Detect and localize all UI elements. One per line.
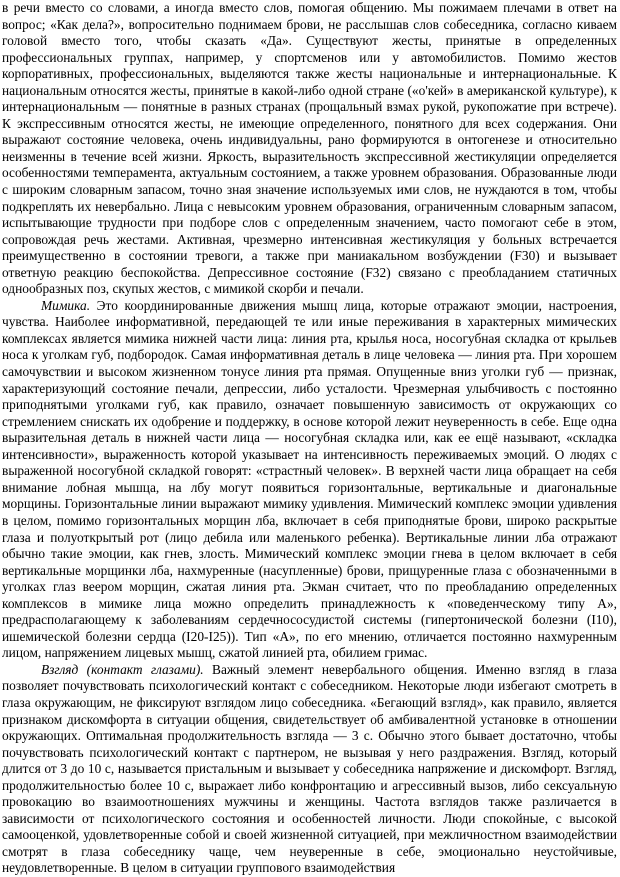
document-page [2,0,617,877]
paragraph-text: Важный элемент невербального общения. Именно взгляд в глаза позволяет почувствовать психологический контакт с собеседником. Некоторые люди избегают смотреть в глаза окружающим, не фиксируют взглядом лицо собеседника. «Бегающий взгляд», как правило, является признаком дискомфорта в ситуации общения, свидетельствует об амбивалентной установке в отношении окружающих. Оптимальная продолжительность взгляда — 3 с. Обычно этого бывает достаточно, чтобы почувствовать психологический контакт с партнером, не вызывая у него раздражения. Взгляд, который длится от 3 до 10 с, называется пристальным и вызывает у собеседника напряжение и дискомфорт. Взгляд, продолжительностью более 10 с, выражает либо конфронтацию и агрессивный вызов, либо сексуальную провокацию во взаимоотношениях мужчины и женщины. Частота взглядов также различается в зависимости от психологического состояния и особенностей личности. Люди спокойные, с высокой самооценкой, удовлетворенные собой и своей жизненной ситуацией, при межличностном взаимодействии смотрят в глаза собеседнику чаще, чем неуверенные в себе, эмоционально неустойчивые, неудовлетворенные. В целом в ситуации группового взаимодействия [2,661,617,876]
paragraph-text: Это координированные движения мышц лица, которые отражают эмоции, настроения, чувства. Наиболее информативной, передающей те или иные переживания в характерных мимических комплексах является мимика нижней части лица: линия рта, крылья носа, носогубная складка от крыльев носа к уголкам губ, подбородок. Самая информативная деталь в лице человека — линия рта. При хорошем самочувствии и высоком жизненном тонусе линия рта прямая. Опущенные вниз уголки губ — признак, характеризующий состояние печали, депрессии, либо усталости. Чрезмерная улыбчивость с постоянно приподнятыми уголками губ, как правило, означает повышенную зависимость от окружающих со стремлением снискать их одобрение и поддержку, в основе которой лежит неуверенность в себе. Еще одна выразительная деталь в нижней части лица — носогубная складка или, как ее ещё называют, «складка интенсивности», выраженность которой указывает на интенсивность переживаемых эмоций. О людях с выраженной носогубной складкой говорят: «страстный человек». В верхней части лица обращает на себя внимание лобная мышца, на лбу могут появиться горизонтальные, вертикальные и диагональные морщины. Горизонтальные линии выражают мимику удивления. Мимический комплекс эмоции удивления в целом, помимо горизонтальных морщин лба, включает в себя приподнятые брови, широко раскрытые глаза и полуоткрытый рот (лицо дебила или маленького ребенка). Вертикальные линии лба отражают обычно такие эмоции, как гнев, злость. Мимический комплекс эмоции гнева в целом включает в себя вертикальные морщинки лба, нахмуренные (насупленные) брови, прищуренные глаза с обозначенными в уголках глаз веером морщин, сжатая линия рта. Экман считает, что по преобладанию определенных комплексов в мимике лица можно определить принадлежность к «поведенческому типу А», предрасполагающему к заболеваниям сердечнососудистой системы (гипертонической болезни (I10), ишемической болезни сердца (I20-I25)). Тип «А», по его мнению, отличается постоянно нахмуренным лицом, напряжением лицевых мышц, сжатой линией рта, обилием гримас. [2,297,617,661]
paragraph-gaze [2,662,617,877]
paragraph-text: в речи вместо со словами, а иногда вместо слов, помогая общению. Мы пожимаем плечами в ответ на вопрос; «Как дела?», вопросительно поднимаем брови, не расслышав слов собеседника, согласно киваем головой вместо того, чтобы сказать «Да». Существуют жесты, принятые в определенных профессиональных группах, например, у спортсменов или у автомобилистов. Помимо жестов корпоративных, профессиональных, выделяются также жесты национальные и интернациональные. К национальным относятся жесты, принятые в какой-либо одной стране («о'кей» в американской культуре), к интернациональным — понятные в разных странах (прощальный взмах рукой, рукопожатие при встрече). К экспрессивным относятся жесты, не имеющие определенного, понятного для всех содержания. Они выражают состояние человека, очень индивидуальны, рано формируются в онтогенезе и относительно неизменны в течение всей жизни. Яркость, выразительность экспрессивной жестикуляции определяется особенностями темперамента, актуальным состоянием, а также уровнем образования. Образованные люди с широким словарным запасом, точно зная значение используемых ими слов, не нуждаются в том, чтобы подкреплять их невербально. Лица с невысоким уровнем образования, ограниченным словарным запасом, испытывающие трудности при подборе слов с определенным значением, часто помогают себе в этом, сопровождая речь жестами. Активная, чрезмерно интенсивная жестикуляция у больных встречается преимущественно в состоянии тревоги, а также при маниакальном возбуждении (F30) и вызывает ответную реакцию беспокойства. Депрессивное состояние (F32) связано с преобладанием статичных однообразных поз, скупых жестов, с мимикой скорби и печали. [2,0,617,297]
paragraph-lead-term: Взгляд (контакт глазами). [41,661,204,677]
paragraph-mimicry [2,298,617,662]
paragraph-gestures [2,0,617,298]
paragraph-lead-term: Мимика. [41,297,91,313]
